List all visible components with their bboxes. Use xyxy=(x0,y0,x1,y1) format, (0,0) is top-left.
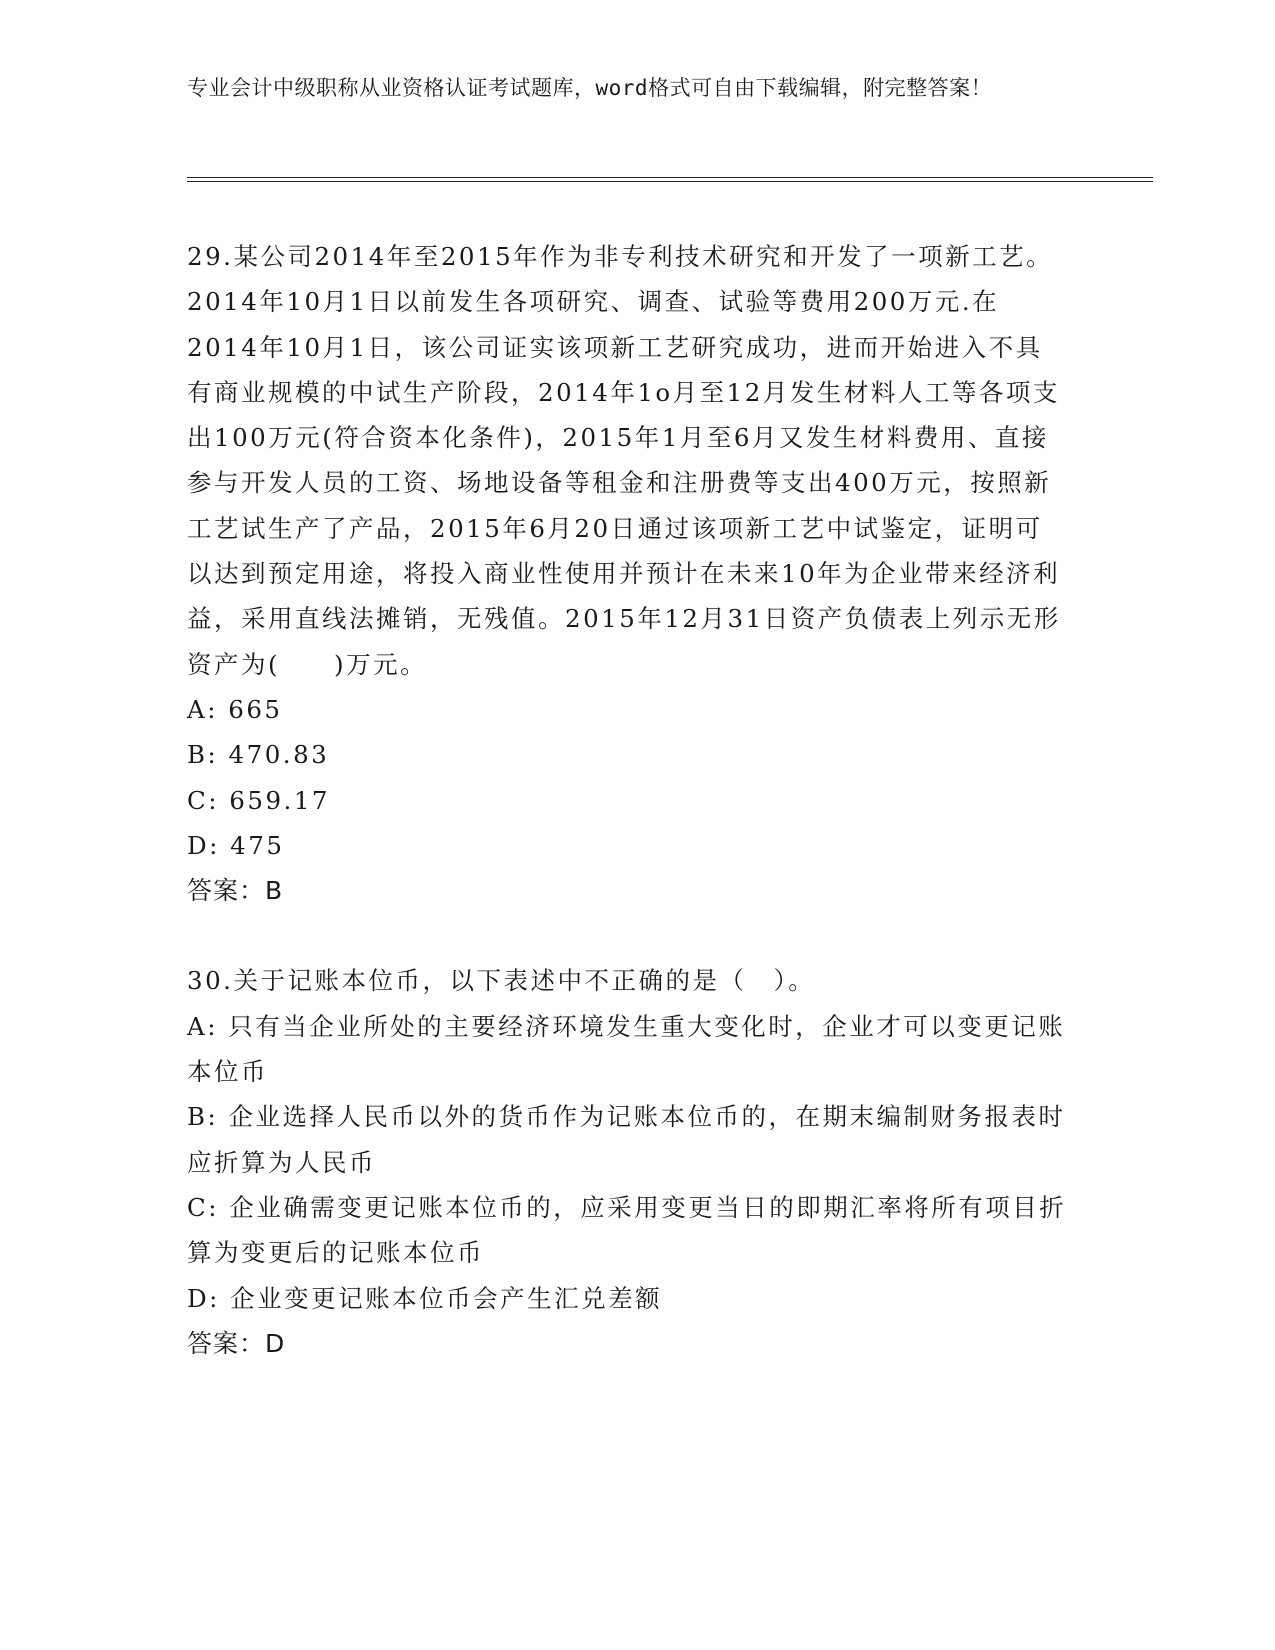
option-c: C: 659.17 xyxy=(187,785,331,815)
option-d: D: 企业变更记账本位币会产生汇兑差额 xyxy=(187,1283,663,1313)
question-30 xyxy=(187,958,1067,1366)
option-d: D: 475 xyxy=(187,830,285,860)
option-a: A: 只有当企业所处的主要经济环境发生重大变化时，企业才可以变更记账本位币 xyxy=(187,1011,1066,1087)
question-29 xyxy=(187,234,1067,913)
question-list xyxy=(187,234,1067,1366)
question-stem: 29.某公司2014年至2015年作为非专利技术研究和开发了一项新工艺。2014年10月1日以前发生各项研究、调查、试验等费用200万元.在2014年10月1日，该公司证实该项新工艺研究成功，进而开始进入不具有商业规模的中试生产阶段，2014年1o月至12月发生材料人工等各项支出100万元(符合资本化条件)，2015年1月至6月又发生材料费用、直接参与开发人员的工资、场地设备等租金和注册费等支出400万元，按照新工艺试生产了产品，2015年6月20日通过该项新工艺中试鉴定，证明可以达到预定用途，将投入商业性使用并预计在未来10年为企业带来经济利益，采用直线法摊销，无残值。2015年12月31日资产负债表上列示无形资产为( )万元。 xyxy=(187,242,1061,679)
option-b: B: 470.83 xyxy=(187,740,330,770)
option-b: B: 企业选择人民币以外的货币作为记账本位币的，在期末编制财务报表时应折算为人民币 xyxy=(187,1102,1066,1177)
document-header: 专业会计中级职称从业资格认证考试题库，word格式可自由下载编辑，附完整答案！ xyxy=(187,76,993,100)
option-a: A: 665 xyxy=(187,694,283,724)
answer-label: 答案：D xyxy=(187,1328,286,1358)
answer-label: 答案：B xyxy=(187,876,284,906)
question-spacer xyxy=(187,913,1067,958)
question-stem: 30.关于记账本位币，以下表述中不正确的是（ ）。 xyxy=(187,966,816,996)
option-c: C: 企业确需变更记账本位币的，应采用变更当日的即期汇率将所有项目折算为变更后的记账本位币 xyxy=(187,1192,1067,1268)
header-double-rule xyxy=(187,177,1153,182)
